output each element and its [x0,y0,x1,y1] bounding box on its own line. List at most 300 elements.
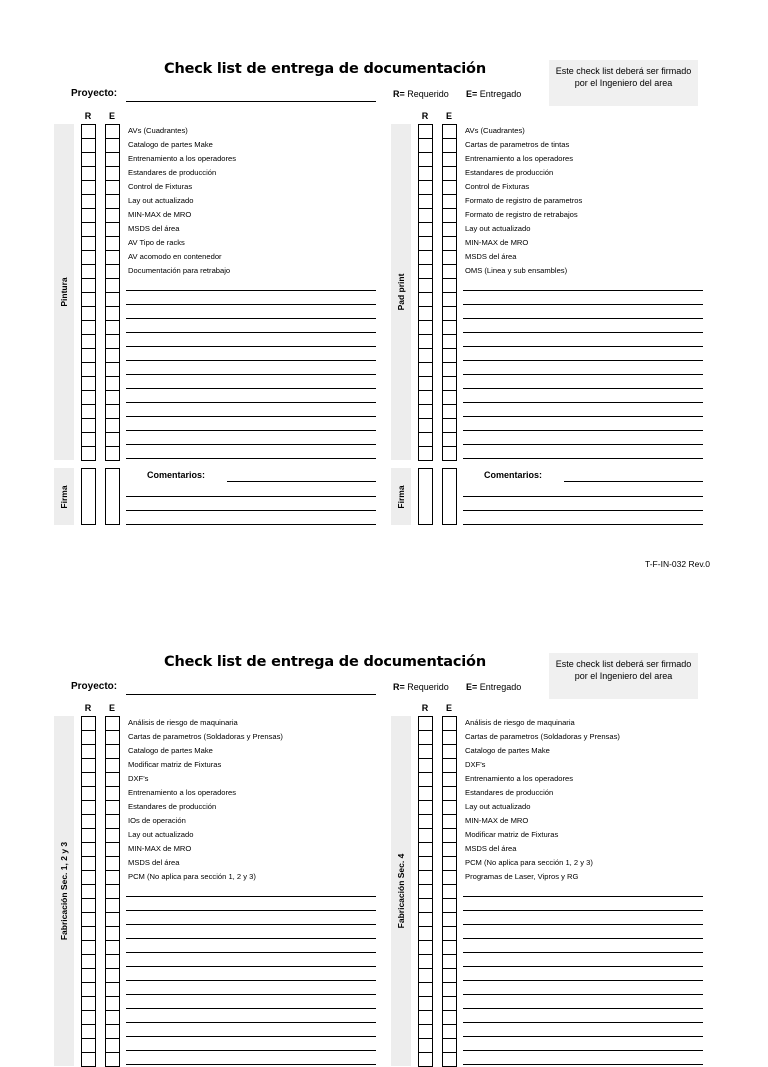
required-checkbox[interactable] [418,446,433,461]
required-checkbox[interactable] [81,446,96,461]
delivered-checkbox[interactable] [442,912,457,927]
delivered-checkbox[interactable] [105,898,120,913]
delivered-checkbox[interactable] [442,292,457,307]
delivered-checkbox[interactable] [442,432,457,447]
legend-e-text: Entregado [477,682,522,692]
delivered-checkbox[interactable] [442,772,457,787]
delivered-checkbox[interactable] [105,968,120,983]
required-checkbox[interactable] [418,138,433,153]
checklist-item: Documentación para retrabajo [128,266,231,275]
blank-item-line[interactable] [126,318,376,319]
required-checkbox[interactable] [418,800,433,815]
delivered-checkbox[interactable] [442,716,457,731]
required-checkbox[interactable] [81,236,96,251]
delivered-checkbox[interactable] [442,1052,457,1067]
delivered-checkbox[interactable] [442,376,457,391]
delivered-checkbox[interactable] [105,194,120,209]
delivered-checkbox[interactable] [442,334,457,349]
section-label-panel [54,124,74,460]
required-checkbox[interactable] [81,418,96,433]
comments-line[interactable] [463,510,703,511]
delivered-checkbox[interactable] [105,250,120,265]
required-checkbox[interactable] [418,152,433,167]
comments-line[interactable] [463,496,703,497]
required-checkbox[interactable] [418,348,433,363]
required-checkbox[interactable] [418,306,433,321]
delivered-checkbox[interactable] [105,334,120,349]
delivered-checkbox[interactable] [442,236,457,251]
blank-item-line[interactable] [463,1022,703,1023]
checklist-item: AVs (Cuadrantes) [128,126,188,135]
required-checkbox[interactable] [81,208,96,223]
required-checkbox[interactable] [81,138,96,153]
blank-item-line[interactable] [463,290,703,291]
delivered-checkbox[interactable] [442,166,457,181]
blank-item-line[interactable] [463,896,703,897]
blank-item-line[interactable] [126,910,376,911]
required-checkbox[interactable] [418,842,433,857]
required-checkbox[interactable] [418,1052,433,1067]
blank-item-line[interactable] [126,458,376,459]
delivered-checkbox[interactable] [105,432,120,447]
project-field[interactable] [126,101,376,102]
required-checkbox[interactable] [81,744,96,759]
required-checkbox[interactable] [418,814,433,829]
delivered-checkbox[interactable] [442,856,457,871]
delivered-checkbox[interactable] [105,926,120,941]
delivered-checkbox[interactable] [105,180,120,195]
required-checkbox[interactable] [418,278,433,293]
blank-item-line[interactable] [126,924,376,925]
required-checkbox[interactable] [81,926,96,941]
required-checkbox[interactable] [81,1052,96,1067]
delivered-checkbox[interactable] [105,222,120,237]
required-checkbox[interactable] [81,716,96,731]
delivered-checkbox[interactable] [442,940,457,955]
delivered-checkbox[interactable] [105,940,120,955]
delivered-checkbox[interactable] [442,1024,457,1039]
delivered-checkbox[interactable] [442,348,457,363]
blank-item-line[interactable] [463,360,703,361]
required-checkbox[interactable] [81,996,96,1011]
delivered-checkbox[interactable] [105,744,120,759]
delivered-checkbox[interactable] [442,194,457,209]
blank-item-line[interactable] [126,1064,376,1065]
required-checkbox[interactable] [81,152,96,167]
required-checkbox[interactable] [418,250,433,265]
required-checkbox[interactable] [418,194,433,209]
delivered-checkbox[interactable] [105,404,120,419]
required-checkbox[interactable] [418,236,433,251]
delivered-checkbox[interactable] [442,842,457,857]
blank-item-line[interactable] [463,388,703,389]
blank-item-line[interactable] [463,458,703,459]
blank-item-line[interactable] [126,966,376,967]
checklist-item: IOs de operación [128,816,186,825]
checklist-item: MIN-MAX de MRO [128,844,192,853]
legend [393,682,449,692]
delivered-checkbox[interactable] [442,828,457,843]
delivered-checkbox[interactable] [105,954,120,969]
required-checkbox[interactable] [81,772,96,787]
delivered-checkbox[interactable] [442,996,457,1011]
delivered-checkbox[interactable] [105,264,120,279]
required-checkbox[interactable] [418,208,433,223]
delivered-checkbox[interactable] [442,362,457,377]
blank-item-line[interactable] [463,952,703,953]
required-checkbox[interactable] [418,954,433,969]
required-checkbox[interactable] [418,362,433,377]
checklist-item: Estandares de producción [128,802,217,811]
required-checkbox[interactable] [81,828,96,843]
blank-item-line[interactable] [463,966,703,967]
required-checkbox[interactable] [418,786,433,801]
required-checkbox[interactable] [81,194,96,209]
checklist-item: MSDS del área [465,252,517,261]
delivered-checkbox[interactable] [105,982,120,997]
required-checkbox[interactable] [81,306,96,321]
delivered-checkbox[interactable] [105,418,120,433]
delivered-checkbox[interactable] [105,730,120,745]
required-checkbox[interactable] [81,898,96,913]
delivered-checkbox[interactable] [105,138,120,153]
required-checkbox[interactable] [418,1010,433,1025]
delivered-checkbox[interactable] [105,1038,120,1053]
section-label: Pad print [396,273,406,311]
required-checkbox[interactable] [81,166,96,181]
delivered-checkbox[interactable] [105,236,120,251]
delivered-checkbox[interactable] [442,278,457,293]
delivered-checkbox[interactable] [105,362,120,377]
checklist-item: MIN-MAX de MRO [128,210,192,219]
delivered-checkbox[interactable] [442,926,457,941]
required-checkbox[interactable] [81,968,96,983]
comments-line[interactable] [463,524,703,525]
comments-line[interactable] [126,524,376,525]
required-checkbox[interactable] [418,996,433,1011]
delivered-checkbox[interactable] [442,786,457,801]
delivered-checkbox[interactable] [105,996,120,1011]
delivered-checkbox[interactable] [442,152,457,167]
required-checkbox[interactable] [81,334,96,349]
required-checkbox[interactable] [418,432,433,447]
required-checkbox[interactable] [81,362,96,377]
delivered-checkbox[interactable] [105,446,120,461]
delivered-checkbox[interactable] [442,730,457,745]
delivered-checkbox[interactable] [442,404,457,419]
required-checkbox[interactable] [418,418,433,433]
signature-delivered-box[interactable] [105,468,120,525]
required-checkbox[interactable] [81,278,96,293]
signature-label-panel [391,468,411,525]
delivered-checkbox[interactable] [105,716,120,731]
blank-item-line[interactable] [126,994,376,995]
delivered-checkbox[interactable] [105,152,120,167]
required-checkbox[interactable] [418,968,433,983]
blank-item-line[interactable] [463,346,703,347]
required-checkbox[interactable] [81,982,96,997]
required-checkbox[interactable] [418,334,433,349]
required-checkbox[interactable] [81,292,96,307]
delivered-checkbox[interactable] [105,348,120,363]
delivered-checkbox[interactable] [442,306,457,321]
required-checkbox[interactable] [81,180,96,195]
blank-item-line[interactable] [126,416,376,417]
required-checkbox[interactable] [81,222,96,237]
required-checkbox[interactable] [81,348,96,363]
required-checkbox[interactable] [81,884,96,899]
signature-required-box[interactable] [81,468,96,525]
required-checkbox[interactable] [418,884,433,899]
delivered-checkbox[interactable] [105,912,120,927]
delivered-checkbox[interactable] [442,758,457,773]
delivered-checkbox[interactable] [442,124,457,139]
required-checkbox[interactable] [418,222,433,237]
delivered-checkbox[interactable] [442,1038,457,1053]
checklist-item: MSDS del área [128,224,180,233]
blank-item-line[interactable] [463,1008,703,1009]
delivered-checkbox[interactable] [442,390,457,405]
required-checkbox[interactable] [418,912,433,927]
blank-item-line[interactable] [463,910,703,911]
delivered-checkbox[interactable] [442,138,457,153]
comments-line[interactable] [564,481,703,482]
required-checkbox[interactable] [81,376,96,391]
required-checkbox[interactable] [81,814,96,829]
blank-item-line[interactable] [126,304,376,305]
required-checkbox[interactable] [418,1024,433,1039]
blank-item-line[interactable] [463,304,703,305]
delivered-checkbox[interactable] [105,1024,120,1039]
required-checkbox[interactable] [418,376,433,391]
blank-item-line[interactable] [126,896,376,897]
required-checkbox[interactable] [418,264,433,279]
required-checkbox[interactable] [81,786,96,801]
required-checkbox[interactable] [81,856,96,871]
delivered-checkbox[interactable] [442,744,457,759]
checklist-item: Lay out actualizado [465,224,531,233]
required-checkbox[interactable] [418,166,433,181]
checklist-item: Estandares de producción [128,168,217,177]
signature-delivered-box[interactable] [442,468,457,525]
checklist-item: Modificar matriz de Fixturas [128,760,222,769]
required-checkbox[interactable] [418,404,433,419]
required-checkbox[interactable] [81,1038,96,1053]
delivered-checkbox[interactable] [105,292,120,307]
blank-item-line[interactable] [463,924,703,925]
legend [393,89,449,99]
checklist-item: MIN-MAX de MRO [465,816,529,825]
checklist-item: OMS (Linea y sub ensambles) [465,266,568,275]
required-checkbox[interactable] [81,264,96,279]
delivered-checkbox[interactable] [105,842,120,857]
blank-item-line[interactable] [126,402,376,403]
required-checkbox[interactable] [418,1038,433,1053]
required-checkbox[interactable] [418,716,433,731]
delivered-checkbox[interactable] [105,1052,120,1067]
required-checkbox[interactable] [418,870,433,885]
delivered-checkbox[interactable] [442,800,457,815]
delivered-checkbox[interactable] [442,884,457,899]
delivered-checkbox[interactable] [105,1010,120,1025]
delivered-checkbox[interactable] [105,856,120,871]
checklist-item: Lay out actualizado [128,196,194,205]
blank-item-line[interactable] [463,318,703,319]
required-checkbox[interactable] [81,404,96,419]
legend [466,682,521,692]
delivered-checkbox[interactable] [105,758,120,773]
delivered-checkbox[interactable] [105,376,120,391]
legend-r-key: R= [393,682,405,692]
blank-item-line[interactable] [126,388,376,389]
legend-r-text: Requerido [404,682,449,692]
delivered-checkbox[interactable] [442,968,457,983]
blank-item-line[interactable] [126,444,376,445]
delivered-checkbox[interactable] [105,814,120,829]
project-label: Proyecto: [71,681,118,692]
delivered-checkbox[interactable] [105,278,120,293]
blank-item-line[interactable] [126,360,376,361]
delivered-checkbox[interactable] [105,786,120,801]
blank-item-line[interactable] [126,374,376,375]
blank-item-line[interactable] [463,1036,703,1037]
required-checkbox[interactable] [418,772,433,787]
required-checkbox[interactable] [418,124,433,139]
blank-item-line[interactable] [126,1036,376,1037]
required-checkbox[interactable] [418,926,433,941]
required-checkbox[interactable] [418,828,433,843]
comments-line[interactable] [227,481,376,482]
required-checkbox[interactable] [81,1010,96,1025]
delivered-checkbox[interactable] [105,320,120,335]
blank-item-line[interactable] [463,374,703,375]
delivered-checkbox[interactable] [442,250,457,265]
checklist-item: Control de Fixturas [465,182,530,191]
delivered-checkbox[interactable] [105,306,120,321]
delivered-checkbox[interactable] [442,898,457,913]
required-checkbox[interactable] [81,320,96,335]
blank-item-line[interactable] [126,980,376,981]
blank-item-line[interactable] [463,402,703,403]
project-field[interactable] [126,694,376,695]
required-checkbox[interactable] [81,1024,96,1039]
signature-required-box[interactable] [418,468,433,525]
delivered-checkbox[interactable] [442,264,457,279]
required-checkbox[interactable] [81,758,96,773]
checklist-item: Programas de Laser, Vipros y RG [465,872,579,881]
required-checkbox[interactable] [418,390,433,405]
required-checkbox[interactable] [81,870,96,885]
required-checkbox[interactable] [418,730,433,745]
delivered-checkbox[interactable] [442,814,457,829]
required-checkbox[interactable] [81,842,96,857]
delivered-checkbox[interactable] [105,800,120,815]
delivered-checkbox[interactable] [442,418,457,433]
blank-item-line[interactable] [463,938,703,939]
section-label: Fabricación Sec. 4 [396,853,406,929]
blank-item-line[interactable] [126,290,376,291]
required-checkbox[interactable] [81,390,96,405]
required-checkbox[interactable] [81,800,96,815]
checklist-item: Estandares de producción [465,168,554,177]
signature-label: Firma [396,484,406,509]
required-checkbox[interactable] [81,912,96,927]
delivered-checkbox[interactable] [442,870,457,885]
delivered-checkbox[interactable] [442,954,457,969]
column-delivered-header: E [108,703,115,713]
delivered-checkbox[interactable] [442,446,457,461]
delivered-checkbox[interactable] [105,870,120,885]
delivered-checkbox[interactable] [105,884,120,899]
required-checkbox[interactable] [81,730,96,745]
delivered-checkbox[interactable] [442,180,457,195]
required-checkbox[interactable] [418,292,433,307]
required-checkbox[interactable] [418,744,433,759]
required-checkbox[interactable] [81,940,96,955]
delivered-checkbox[interactable] [105,828,120,843]
column-required-header: R [84,703,92,713]
delivered-checkbox[interactable] [105,772,120,787]
blank-item-line[interactable] [126,1008,376,1009]
legend-r-key: R= [393,89,405,99]
required-checkbox[interactable] [418,856,433,871]
required-checkbox[interactable] [418,982,433,997]
delivered-checkbox[interactable] [442,320,457,335]
checklist-item: Entrenamiento a los operadores [128,154,237,163]
required-checkbox[interactable] [418,898,433,913]
comments-line[interactable] [126,496,376,497]
blank-item-line[interactable] [126,332,376,333]
required-checkbox[interactable] [418,180,433,195]
blank-item-line[interactable] [463,1050,703,1051]
blank-item-line[interactable] [126,952,376,953]
blank-item-line[interactable] [126,938,376,939]
checklist-item: DXF's [128,774,149,783]
delivered-checkbox[interactable] [105,390,120,405]
delivered-checkbox[interactable] [105,166,120,181]
required-checkbox[interactable] [418,940,433,955]
required-checkbox[interactable] [81,954,96,969]
blank-item-line[interactable] [463,1064,703,1065]
required-checkbox[interactable] [418,320,433,335]
blank-item-line[interactable] [463,416,703,417]
blank-item-line[interactable] [126,1050,376,1051]
delivered-checkbox[interactable] [105,124,120,139]
blank-item-line[interactable] [126,1022,376,1023]
blank-item-line[interactable] [463,444,703,445]
checklist-item: PCM (No aplica para sección 1, 2 y 3) [128,872,256,881]
delivered-checkbox[interactable] [442,222,457,237]
signature-label-panel [54,468,74,525]
required-checkbox[interactable] [81,432,96,447]
delivered-checkbox[interactable] [105,208,120,223]
legend-e-key: E= [466,682,478,692]
required-checkbox[interactable] [81,124,96,139]
blank-item-line[interactable] [463,430,703,431]
required-checkbox[interactable] [418,758,433,773]
required-checkbox[interactable] [81,250,96,265]
delivered-checkbox[interactable] [442,208,457,223]
blank-item-line[interactable] [126,346,376,347]
blank-item-line[interactable] [463,980,703,981]
delivered-checkbox[interactable] [442,982,457,997]
blank-item-line[interactable] [463,994,703,995]
comments-line[interactable] [126,510,376,511]
blank-item-line[interactable] [126,430,376,431]
legend-e-key: E= [466,89,478,99]
blank-item-line[interactable] [463,332,703,333]
delivered-checkbox[interactable] [442,1010,457,1025]
